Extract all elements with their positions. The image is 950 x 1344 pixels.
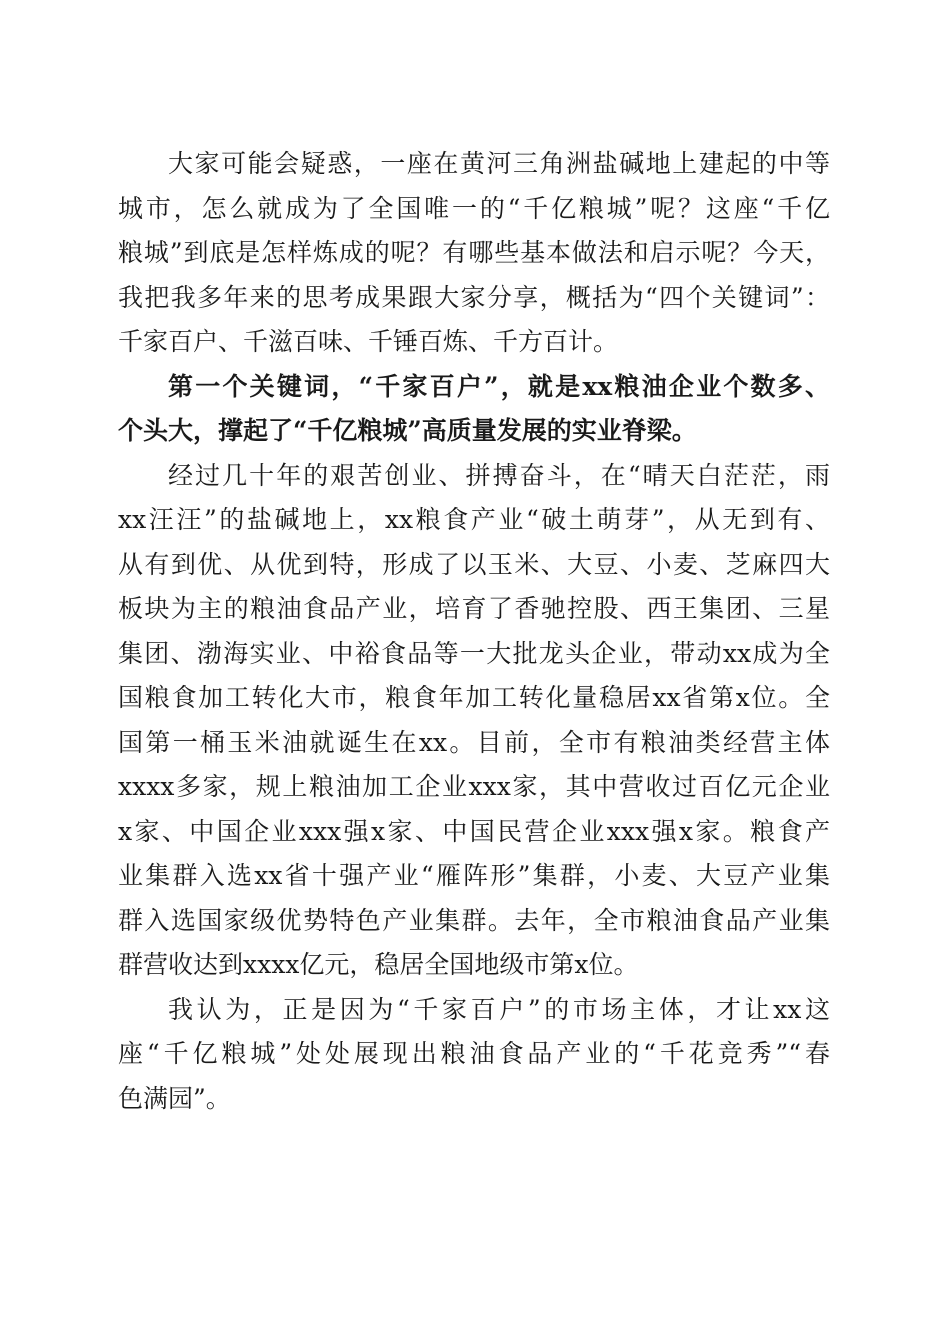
text-line: 业集群入选xx省十强产业“雁阵形”集群，小麦、大豆产业集 xyxy=(118,861,830,890)
paragraph-details xyxy=(118,454,830,988)
text-line: 集团、渤海实业、中裕食品等一大批龙头企业，带动xx成为全 xyxy=(118,638,830,668)
text-line: xx汪汪”的盐碱地上，xx粮食产业“破土萌芽”，从无到有、 xyxy=(118,505,830,534)
text-line: 座“千亿粮城”处处展现出粮油食品产业的“千花竞秀”“春 xyxy=(118,1039,830,1068)
text-line: 从有到优、从优到特，形成了以玉米、大豆、小麦、芝麻四大 xyxy=(118,549,830,579)
text-line: xxxx多家，规上粮油加工企业xxx家，其中营收过百亿元企业 xyxy=(118,772,830,801)
paragraph-conclusion xyxy=(118,988,830,1122)
text-line: 群入选国家级优势特色产业集群。去年，全市粮油食品产业集 xyxy=(118,905,830,935)
text-line: 粮城”到底是怎样炼成的呢？有哪些基本做法和启示呢？今天， xyxy=(118,238,830,267)
text-line: 色满园”。 xyxy=(118,1083,231,1113)
text-line: 群营收达到xxxx亿元，稳居全国地级市第x位。 xyxy=(118,950,639,979)
text-line: 千家百户、千滋百味、千锤百炼、千方百计。 xyxy=(118,327,619,356)
text-line: 我把我多年来的思考成果跟大家分享，概括为“四个关键词”： xyxy=(118,282,830,312)
paragraph-keyword-heading xyxy=(118,365,830,454)
text-line: 第一个关键词，“千家百户”，就是xx粮油企业个数多、 xyxy=(168,371,830,401)
text-line: 大家可能会疑惑，一座在黄河三角洲盐碱地上建起的中等 xyxy=(168,149,830,178)
text-line: x家、中国企业xxx强x家、中国民营企业xxx强x家。粮食产 xyxy=(118,816,830,846)
text-line: 国第一桶玉米油就诞生在xx。目前，全市有粮油类经营主体 xyxy=(118,727,830,757)
text-line: 经过几十年的艰苦创业、拼搏奋斗，在“晴天白茫茫，雨 xyxy=(168,460,830,490)
text-line: 我认为，正是因为“千家百户”的市场主体，才让xx这 xyxy=(168,994,830,1024)
text-line: 城市，怎么就成为了全国唯一的“千亿粮城”呢？这座“千亿 xyxy=(118,193,830,223)
paragraph-intro xyxy=(118,142,830,365)
text-line: 个头大，撑起了“千亿粮城”高质量发展的实业脊梁。 xyxy=(118,416,697,445)
document-body xyxy=(118,142,830,1121)
text-line: 国粮食加工转化大市，粮食年加工转化量稳居xx省第x位。全 xyxy=(118,683,830,712)
text-line: 板块为主的粮油食品产业，培育了香驰控股、西王集团、三星 xyxy=(118,594,830,623)
